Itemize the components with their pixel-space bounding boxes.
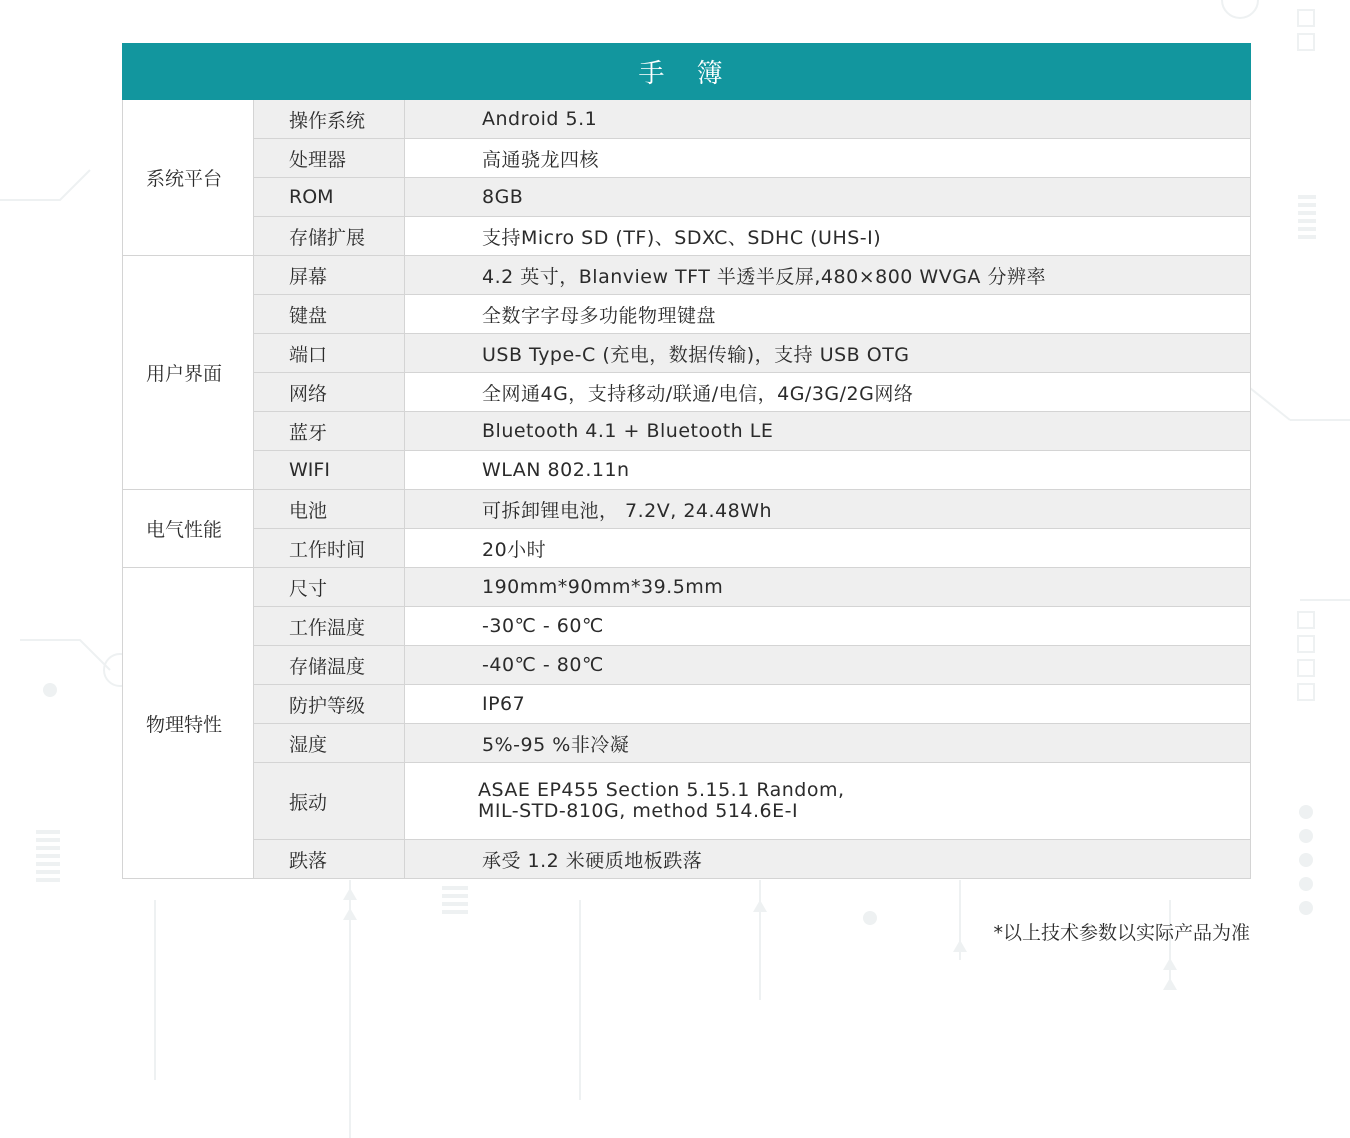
spec-value: 8GB	[405, 178, 1251, 217]
table-row	[123, 139, 1251, 178]
spec-name: WIFI	[254, 451, 405, 490]
spec-name: 电池	[254, 490, 405, 529]
category-cell: 物理特性	[123, 568, 254, 879]
spec-value: WLAN 802.11n	[405, 451, 1251, 490]
spec-name: 工作温度	[254, 607, 405, 646]
spec-name: 存储温度	[254, 646, 405, 685]
spec-name: 网络	[254, 373, 405, 412]
spec-value: 20小时	[405, 529, 1251, 568]
category-cell: 电气性能	[123, 490, 254, 568]
spec-value: USB Type-C (充电，数据传输)，支持 USB OTG	[405, 334, 1251, 373]
category-cell: 用户界面	[123, 256, 254, 490]
spec-name: 跌落	[254, 840, 405, 879]
table-row	[123, 256, 1251, 295]
spec-value: 承受 1.2 米硬质地板跌落	[405, 840, 1251, 879]
table-row	[123, 568, 1251, 607]
spec-value-line: ASAE EP455 Section 5.15.1 Random,	[478, 779, 845, 801]
table-row	[123, 529, 1251, 568]
table-row	[123, 724, 1251, 763]
spec-value: -40℃ - 80℃	[405, 646, 1251, 685]
table-row	[123, 217, 1251, 256]
spec-name: 振动	[254, 763, 405, 840]
spec-value-line: MIL-STD-810G, method 514.6E-I	[478, 800, 799, 822]
spec-value	[405, 763, 1251, 840]
spec-name: 存储扩展	[254, 217, 405, 256]
table-row	[123, 607, 1251, 646]
spec-name: 屏幕	[254, 256, 405, 295]
table-row	[123, 763, 1251, 840]
spec-value: 支持Micro SD (TF)、SDXC、SDHC (UHS-I)	[405, 217, 1251, 256]
table-row	[123, 178, 1251, 217]
table-row	[123, 334, 1251, 373]
category-cell: 系统平台	[123, 100, 254, 256]
spec-value: 全数字字母多功能物理键盘	[405, 295, 1251, 334]
spec-value: 可拆卸锂电池， 7.2V, 24.48Wh	[405, 490, 1251, 529]
table-row	[123, 412, 1251, 451]
spec-name: 端口	[254, 334, 405, 373]
table-title: 手 簿	[123, 44, 1251, 100]
spec-value: IP67	[405, 685, 1251, 724]
table-row	[123, 295, 1251, 334]
table-row	[123, 840, 1251, 879]
spec-name: 操作系统	[254, 100, 405, 139]
spec-name: 工作时间	[254, 529, 405, 568]
spec-value: 190mm*90mm*39.5mm	[405, 568, 1251, 607]
spec-value: Bluetooth 4.1 + Bluetooth LE	[405, 412, 1251, 451]
spec-value: 全网通4G，支持移动/联通/电信，4G/3G/2G网络	[405, 373, 1251, 412]
spec-name: 蓝牙	[254, 412, 405, 451]
spec-name: 湿度	[254, 724, 405, 763]
table-row	[123, 373, 1251, 412]
spec-value: 5%-95 %非冷凝	[405, 724, 1251, 763]
table-row	[123, 451, 1251, 490]
table-row	[123, 100, 1251, 139]
spec-name: 防护等级	[254, 685, 405, 724]
spec-name: 键盘	[254, 295, 405, 334]
spec-value: 4.2 英寸，Blanview TFT 半透半反屏,480×800 WVGA 分辨率	[405, 256, 1251, 295]
spec-name: ROM	[254, 178, 405, 217]
table-row	[123, 685, 1251, 724]
spec-table	[122, 43, 1251, 879]
table-row	[123, 646, 1251, 685]
spec-value: -30℃ - 60℃	[405, 607, 1251, 646]
table-row	[123, 490, 1251, 529]
spec-name: 尺寸	[254, 568, 405, 607]
spec-name: 处理器	[254, 139, 405, 178]
footnote: *以上技术参数以实际产品为准	[993, 922, 1250, 944]
spec-value: Android 5.1	[405, 100, 1251, 139]
spec-value: 高通骁龙四核	[405, 139, 1251, 178]
